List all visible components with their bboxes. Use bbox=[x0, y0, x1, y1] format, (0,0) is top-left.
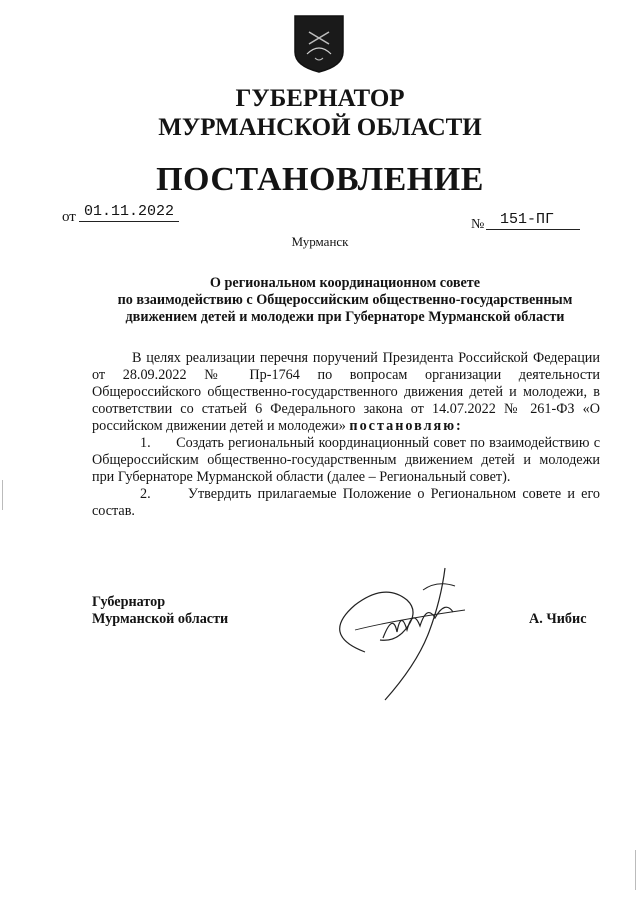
document-city: Мурманск bbox=[291, 234, 349, 249]
intro-text: В целях реализации перечня поручений Президента Российской Федерации от 28.09.2022 № Пр-1764 по вопросам организации деятельности Общероссийского общественно-государственного движения детей и молодежи, в соответствии со статьей 6 Федерального закона от 14.07.2022 № 261-ФЗ «О российском движении детей и молодежи» bbox=[92, 350, 600, 434]
item-2 bbox=[92, 486, 600, 520]
item-1-number: 1. bbox=[140, 435, 151, 451]
subject-line2: по взаимодействию с Общероссийским общественно-государственным bbox=[117, 292, 573, 308]
item-2-text: Утвердить прилагаемые Положение о Региональном совете и его состав. bbox=[92, 486, 600, 519]
scan-mark-left bbox=[2, 480, 3, 510]
subject-line3: движением детей и молодежи при Губернаторе Мурманской области bbox=[125, 309, 565, 325]
item-2-number: 2. bbox=[140, 486, 151, 502]
item-1-text: Создать региональный координационный совет по взаимодействию с Общероссийским общественно-государственным движением детей и молодежи при Губернаторе Мурманской области (далее – Региональный совет). bbox=[92, 435, 600, 485]
signatory-name: А. Чибис bbox=[529, 611, 587, 627]
document-body bbox=[92, 350, 600, 520]
governor-title bbox=[0, 84, 640, 142]
document-date: 01.11.2022 bbox=[79, 203, 179, 222]
scan-mark bbox=[635, 850, 636, 890]
date-prefix: от bbox=[62, 209, 76, 225]
emblem-icon bbox=[293, 14, 345, 74]
governor-title-line2: МУРМАНСКОЙ ОБЛАСТИ bbox=[158, 114, 482, 141]
document-type: ПОСТАНОВЛЕНИЕ bbox=[156, 161, 484, 198]
document-subject bbox=[90, 275, 600, 326]
number-prefix: № bbox=[471, 217, 485, 232]
decree-word: постановляю: bbox=[349, 418, 463, 434]
item-1 bbox=[92, 435, 600, 486]
signature-icon bbox=[325, 560, 475, 710]
signatory-post-line2: Мурманской области bbox=[92, 611, 229, 627]
subject-line1: О региональном координационном совете bbox=[209, 275, 481, 291]
document-number: 151-ПГ bbox=[486, 211, 580, 230]
intro-paragraph bbox=[92, 350, 600, 435]
governor-title-line1: ГУБЕРНАТОР bbox=[235, 85, 405, 112]
signatory-post bbox=[92, 594, 228, 628]
signatory-post-line1: Губернатор bbox=[92, 594, 166, 610]
